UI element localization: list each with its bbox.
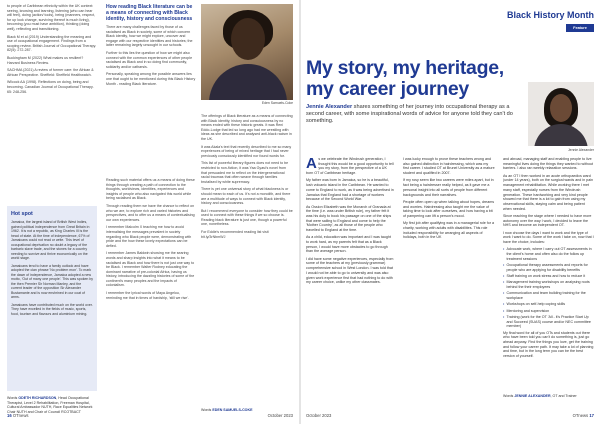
issue-date: October 2023 — [267, 413, 293, 418]
page-gutter — [299, 0, 301, 424]
author-portrait — [528, 82, 594, 146]
right-page-column-2 — [403, 157, 495, 243]
list-item: • Communication and team building training for the workplace — [503, 291, 594, 300]
list-item: • Training (work for the OT 'All - it's Practice Start Up and Succeed (SUAS) course and/or NEC committee member) — [503, 315, 594, 329]
page-number: 16 — [7, 413, 12, 418]
standfirst — [306, 104, 524, 125]
left-page-column-3 — [201, 114, 293, 242]
left-page-footer — [7, 413, 293, 418]
credit-role: , Head Occupational Therapist, Level 2 Rehabilitation, Freeman Hospital, Cultural Ambassador NUTH, Race Equalities Network Chair NUTH and Chair of Council RCOTBACT — [7, 396, 93, 414]
body-paragraph: There are many challenges faced by those of us racialised as Black in society, some of which concern Black identity, how we might explore, uncover and engage with our respective identities and histories; the latter remaining largely unsought in our schools. — [106, 25, 193, 48]
body-paragraph: There is yet one universal story of what blackness is or should mean to each of us. It's not a monolith, and there are a multitude of ways to connect with Black identity, history and consciousness. — [201, 187, 291, 206]
standfirst-text: shares something of her journey into occupational therapy as a second career, with some inspirational words of advice for anyone told they can't do something. — [306, 104, 513, 124]
section-header: Black History Month — [506, 10, 594, 20]
body-paragraph: Further to this lies the question of how we might also connect with the common experiences of other people racialised as Black and in so doing find community, solidarity and/or catharsis. — [106, 50, 193, 69]
credit-prefix: Words — [503, 394, 515, 398]
feature-tab: Feature — [566, 24, 594, 32]
body-paragraph: If my rosy seem like two careers were miles apart, but in fact being a hairdresser really helped, as it gave me a personal insight into all sorts of people from different backgrounds and their narratives. — [403, 178, 494, 197]
list-item: • Management training workshops on analysing roots behind the their employees — [503, 280, 594, 289]
body-paragraph: It was Akala's text that recently described to me so many experiences of being of mixed heritage that I had never previously consciously identified nor found words for. — [201, 144, 292, 158]
body-paragraph: My father was born in Jamaica, so he is a beautiful, lush volcanic island in the Caribbean. He wanted to come to England to work, as it was being advertised in Jamaica that England had a shortage of workers because of the Second World War. — [306, 178, 394, 202]
standfirst-author: Jennie Alexander — [306, 104, 353, 110]
reference-entry: SACHMA (2021) A review of former care: the African & African Perspective. Sheffield: Sheffield Healthwatch. — [7, 68, 94, 77]
left-page-column-1 — [7, 4, 97, 97]
list-item: • Staff training on work stress and how to reduce it — [503, 274, 594, 279]
list-item: • Workshops on self-help coping skills — [503, 302, 594, 307]
credit-name: EDEN SAMUELS-COKE — [212, 408, 253, 412]
body-paragraph: Personally, speaking among the possible answers lies one that ought to be mentioned during this Black History Month - reading Black literature. — [106, 72, 196, 86]
hot-spot-body — [11, 220, 93, 316]
magazine-name: OTnews — [12, 413, 29, 418]
drop-cap: A — [306, 154, 317, 172]
body-paragraph: My final word for all of you OTs and students out there who have been told you can't do something is, just go ahead anyway. Find the things you love, get the training and follow your career path. It may take a lot of planning and time, but in the long term you can be the best version of yourself. — [503, 330, 594, 359]
body-paragraph: My first job after qualifying was in a managerial role for a charity, working with adults with disabilities. This role included responsibility for arranging all aspects of holidays, both in the UK — [403, 221, 495, 240]
reading-list-link[interactable]: For Eddie's recommended reading list visit bit.ly/3rNbmWJ — [201, 230, 269, 239]
body-paragraph: Since reaching the stage where I needed to have more autonomy over the way I work, I decided to leave the NHS and become an independent OT. — [503, 213, 592, 228]
credit-name: ODETH RICHARDSON — [18, 396, 57, 400]
list-item: • Mentoring and supervision — [503, 309, 594, 314]
reference-entry: Buckingham M (2022) What makes us resilient? Harvard Business Review. — [7, 55, 84, 65]
opening-paragraph: As we celebrate the Windrush generation, I thought this would be a good opportunity to tell you my story, from the perspective of a UK born OT of Caribbean heritage. — [306, 154, 394, 176]
body-paragraph: and abroad, managing staff and enabling people to live meaningful lives doing the things they wanted to without barriers. I also ran weekly relaxation sessions. — [503, 157, 594, 171]
right-page-column-3 — [503, 157, 594, 361]
body-paragraph: I now choose the days I want to work and the type of work I want to do. Some of the work I take on, now that I have the choice, includes: — [503, 230, 594, 245]
credit-prefix: Words — [7, 396, 19, 400]
hot-spot-paragraph: Jamaicans have contributed much on the world over. They have excelled in the fields of music, sports, food, tourism and flavours and aluminium mining. — [11, 302, 93, 316]
body-paragraph: to people of Caribbean ethnicity within the UK context: seeing, knowing and learning, listening (who can hear will feel), doing (action/ tools), being (manners, respect, for up look change, surviving thereof is much living), becoming (you must have ambition), thinking (doing well), reflecting and transitioning. — [7, 4, 96, 31]
issue-date: October 2023 — [306, 413, 332, 418]
work-list — [503, 247, 594, 329]
body-paragraph: Through reading them we have the chance to reflect on who we are, to explore rich and varied histories and perspectives, and to offer us a means of contextualising our own experiences. — [106, 203, 195, 222]
credit-role: , OT and Trainer — [550, 394, 577, 398]
article-title: My story, my heritage, my career journey — [306, 57, 504, 100]
body-paragraph: But I recommend everyone to consider how they could be used to connect with these things if we so choose is. Reading black literature is just one, though a powerful one, nonetheless. — [201, 208, 293, 227]
left-page-column-2 — [106, 4, 196, 89]
list-item: • Occupational therapy assessments and reports for people who are applying for disability benefits — [503, 263, 594, 272]
left-page-column-2-continued — [106, 178, 196, 303]
body-paragraph: This list of powerful literary figures does not need to be restricted to non-fiction, it was Yaa Gyasi's novel from that persuaded me to reflect on the intergenerational racial traumas that often weave through families brutalised by white supremacy. — [201, 161, 289, 184]
magazine-name: OTnews — [572, 413, 589, 418]
portrait-caption: Jennie Alexander — [567, 148, 594, 152]
body-paragraph: As a child, education was important and I was taught to work hard, as my parents felt that as a Black person, I would have more obstacles to go through than the average person. — [306, 235, 391, 254]
body-paragraph: As Ossion Elizabeth was the Monarch of Granada at the time (i.e. was under British rule), my father felt it was his duty to book his passage on one of the ships that were sailing to England and come to help the 'Mother Country', as all those of the people who travelled to England at the time. — [306, 204, 392, 233]
hot-spot-paragraph: Jamaicans tend to have a family outlook and have adopted the clan phrase 'No problem mon'. To mark the dawn of independence, Jamaica adopted a new motto, 'Out of many one people'. This was spoken by the then Premier Sir Norman Manley, and the current leader of the opposition Sir Alexander Bustamante and is now enshrined in our coat of arms. — [11, 263, 94, 299]
hot-spot-box — [7, 206, 97, 391]
hot-spot-paragraph: Jamaica, the largest island of British West Indies, gained political independence from Great Britain in 1962. It is not a republic, as King Charles III is the head of state. At the time of independence, 67% of Jamaicans could not read or write. This level of occupational deprivation no doubt a legacy of the barbaric slave trade, and the stones for a country needing to survive and thrive economically on the world stage. — [11, 220, 90, 260]
body-paragraph: I remember the lyrical words of Maya Angelou, reminding me that in times of hardship, 'still we rise'. — [106, 291, 189, 300]
body-paragraph: Reading such material offers us a means of doing these things through creating a path of connection to the thoughts, worldviews, identities, experiences and insights of people who also navigated this world while being racialised as Black. — [106, 178, 195, 201]
right-page-column-1 — [306, 154, 394, 288]
hot-spot-title: Hot spot — [11, 211, 33, 217]
page-number: 17 — [589, 413, 594, 418]
body-paragraph: I remember James Baldwin showing me the searing words and sharp insights into what it means to be racialised as Black and how there is not just one way to be Black. I remember Walter Rodney educating the dominant narrative of pre-colonial Africa, having us history, introducing the dazzling histories of some of the continent's many peoples and the impacts of colonialism. — [106, 251, 195, 288]
author-photo — [201, 4, 293, 100]
author-credit — [7, 396, 99, 414]
credit-name: JENNIE ALEXANDER — [514, 394, 551, 398]
article-subtitle: How reading Black literature can be a means of connecting with Black identity, history and consciousness — [106, 4, 193, 22]
body-paragraph: People often open up when talking about hopes, dreams and worries. Hairdressing also taught me the value of taking time to look after ourselves, and how having a bit of pampering can lift a person's mood. — [403, 199, 495, 218]
author-credit-right — [503, 394, 594, 398]
photo-caption: Eden Samuels-Coke — [261, 101, 293, 105]
credit-prefix: Words — [201, 408, 213, 412]
reference-entry: Black M et al (2019) Understanding the meaning and use of occupational engagement. Findings from a scoping review. British Journal of Occupational Therapy. 82(5): 272-287. — [7, 34, 97, 53]
body-paragraph: I did have some negative experiences, especially from some of the teachers at my (previously grammar) comprehensive school in West London. I was told that I would not be able to go to university and was also given work experience first that had nothing to do with my career choice, unlike my other classmates. — [306, 256, 394, 285]
author-credit-2 — [201, 408, 293, 412]
body-paragraph: The offerings of Black literature as a means of connecting with Black identity, history and consciousness by no means ended with these historic greats. It was Reni Eddo-Lodge that led so long ago had me wrestling with ideas as she described and analysed anti-black racism in the UK. — [201, 114, 293, 141]
body-paragraph: I was lucky enough to prove these teachers wrong and also gained distinction in hairdressing, which was my first career. I studied OT at Brunel University as a mature student and qualified in 2007. — [403, 157, 495, 176]
body-paragraph: As an OT I then worked in an acute orthopaedics ward (under 14 years), both on the surgical wards and in pain management rehabilitation. While working there I met many staff, especially nurses from the Windrush generation. These hardworking and very kind people showed me that there is a lot to gain from using my observational skills, staying calm and being patient when needed. — [503, 173, 594, 211]
list-item: • Advocate work, where I carry out OT assessments in the client's home and often also do the follow up treatment sessions — [503, 247, 594, 261]
reference-entry: Wilcock AA (1998). Reflections on doing, being and becoming. Canadian Journal of Occupational Therapy. 65: 248-256. — [7, 80, 94, 94]
body-paragraph: I remember Malcolm X teaching me how to avoid internalising the messages prevalent in society regarding who Black people were, demonstrating with pride and the how these lovely expectations can be defied. — [106, 225, 192, 248]
right-page-footer — [306, 413, 594, 418]
